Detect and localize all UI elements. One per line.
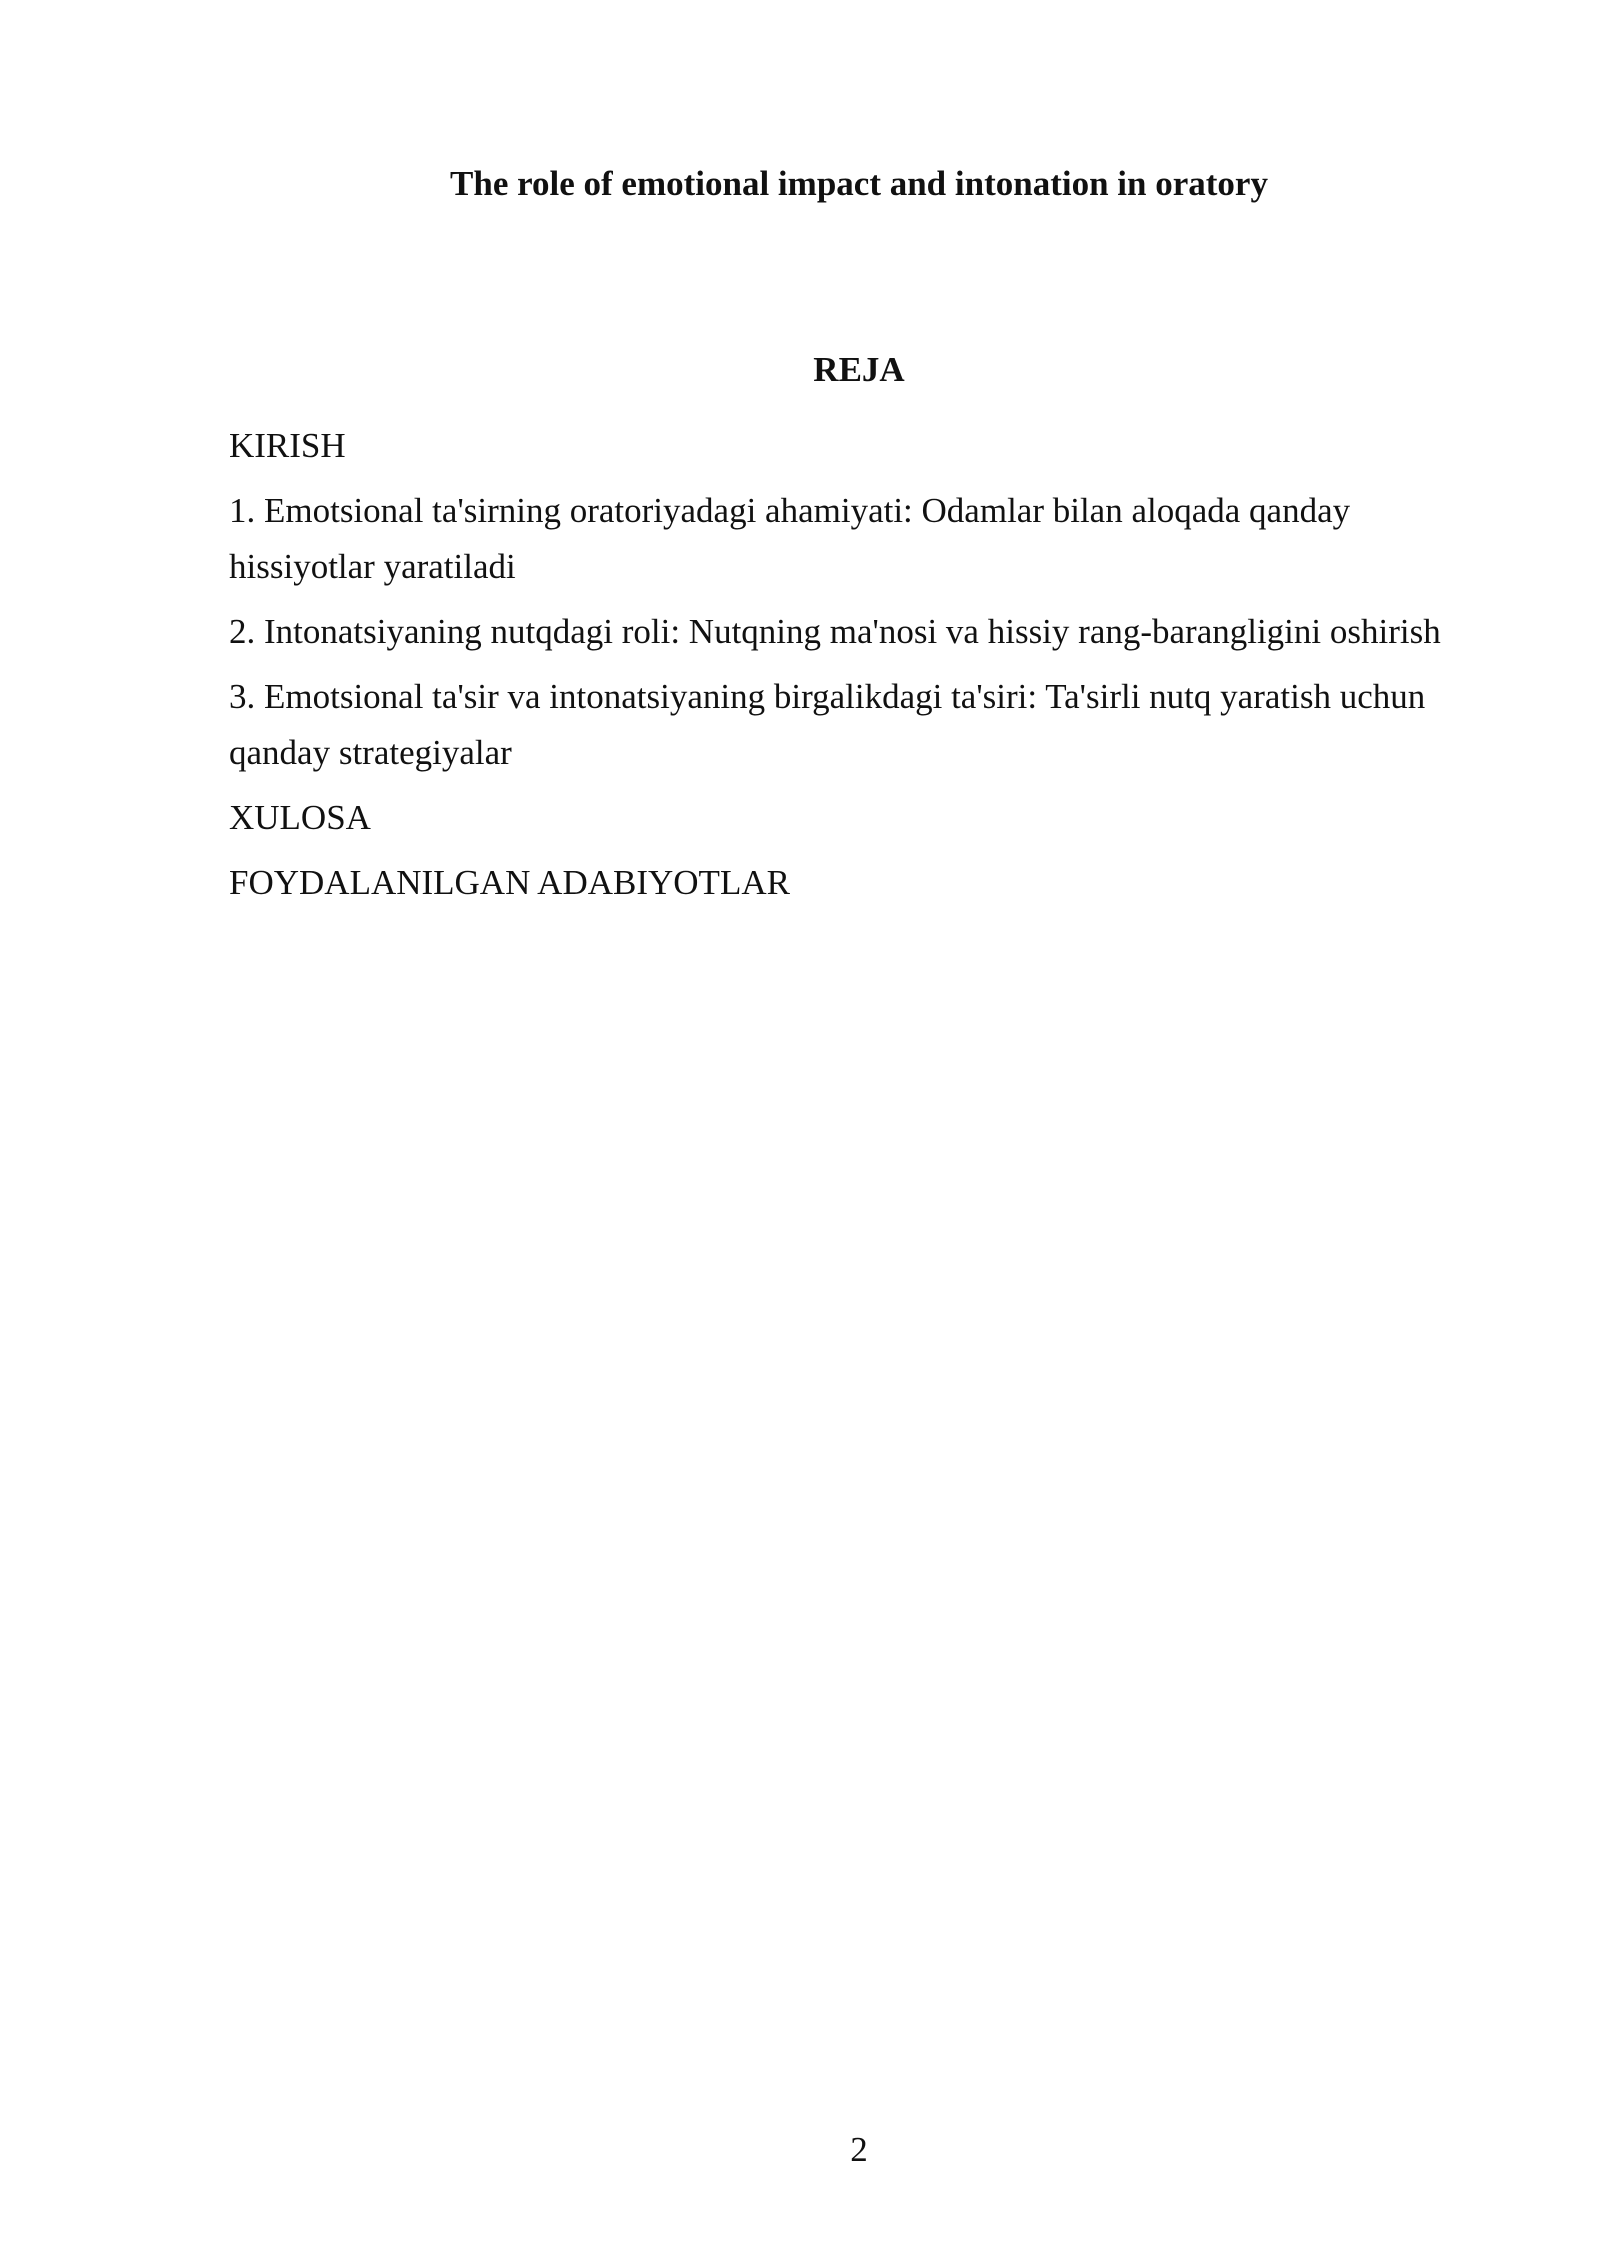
- plan-item-2: 2. Intonatsiyaning nutqdagi roli: Nutqning ma'nosi va hissiy rang-barangligini oshirish: [229, 612, 1441, 651]
- plan-item-introduction: KIRISH: [229, 426, 346, 465]
- plan-item-1: 1. Emotsional ta'sirning oratoriyadagi ahamiyati: Odamlar bilan aloqada qanday hissiyotlar yaratiladi: [229, 491, 1351, 586]
- plan-list: [229, 418, 1459, 920]
- plan-item-conclusion: XULOSA: [229, 798, 371, 837]
- page-number: 2: [850, 2130, 868, 2169]
- plan-item-references: FOYDALANILGAN ADABIYOTLAR: [229, 863, 790, 902]
- plan-heading: REJA: [813, 350, 905, 389]
- plan-item-3: 3. Emotsional ta'sir va intonatsiyaning birgalikdagi ta'siri: Ta'sirli nutq yaratish uchun qanday strategiyalar: [229, 677, 1426, 772]
- document-title: The role of emotional impact and intonation in oratory: [450, 164, 1268, 203]
